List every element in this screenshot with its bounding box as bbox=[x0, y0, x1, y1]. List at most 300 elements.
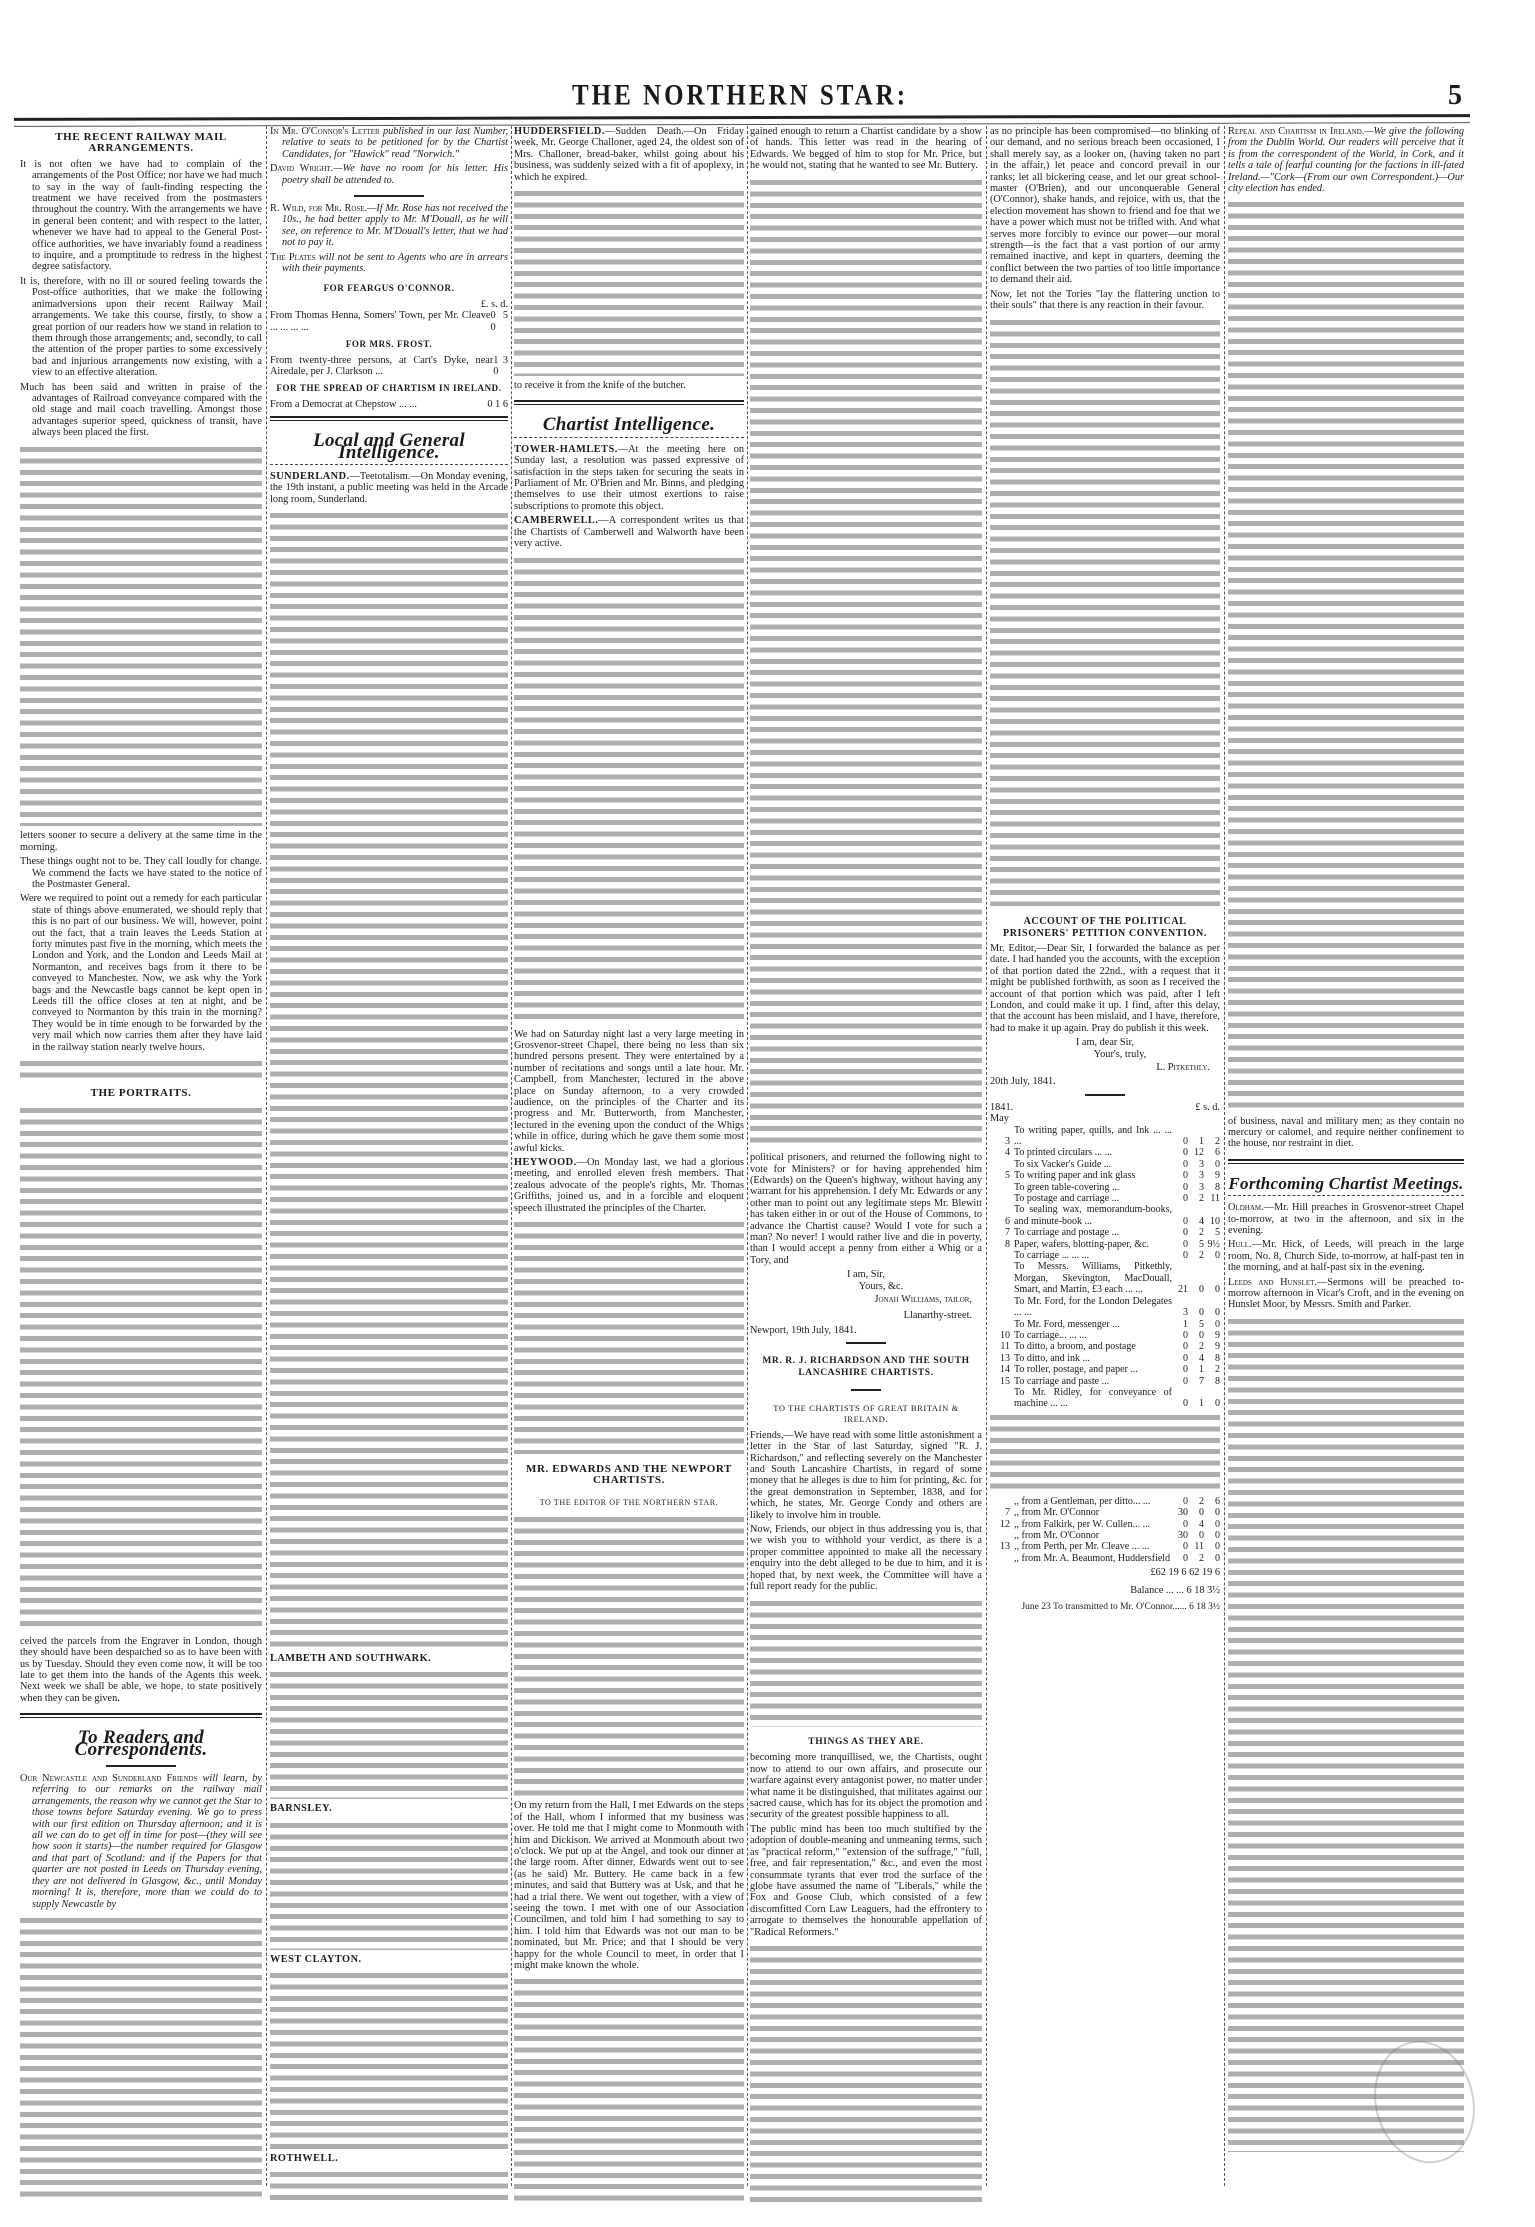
table-row bbox=[990, 1541, 1220, 1552]
article-paragraph: These things ought not to be. They call loudly for change. We commend the facts we have stated to the notice of the Postmaster General. bbox=[20, 856, 262, 890]
entry-shillings: 4 bbox=[1199, 1518, 1204, 1530]
entry-item: To Mr. Ford, for the London Delegates ... ... bbox=[1014, 1295, 1172, 1319]
entry-pounds: 21 bbox=[1178, 1284, 1188, 1296]
entry-item: To ditto, a broom, and postage bbox=[1014, 1341, 1136, 1353]
place-name: Hull. bbox=[1228, 1239, 1252, 1251]
entry-day bbox=[990, 1296, 1014, 1319]
column-divider bbox=[747, 126, 748, 2186]
entry-shillings: 1 bbox=[1199, 1136, 1204, 1147]
section-rule bbox=[20, 1713, 262, 1718]
readers-heading: To Readers and Correspondents. bbox=[74, 1727, 208, 1760]
entry-item: To ditto, and ink ... bbox=[1014, 1352, 1090, 1364]
letter-closing: I am, dear Sir, bbox=[1075, 1037, 1135, 1049]
entry-pounds: 0 bbox=[1183, 1170, 1188, 1182]
entry-pounds: 0 bbox=[1183, 1495, 1188, 1507]
entry-pence: 0 bbox=[1215, 1518, 1220, 1530]
entry-pounds: 0 bbox=[1183, 1341, 1188, 1353]
entry-item: To carriage... ... ... bbox=[1014, 1329, 1087, 1341]
table-month: May bbox=[990, 1113, 1009, 1125]
ornament-rule bbox=[106, 1765, 176, 1767]
text-filler bbox=[270, 510, 508, 1649]
entry-item: To Mr. Ford, messenger ... bbox=[1014, 1318, 1120, 1330]
letter-text: Friends,—We have read with some little astonishment a letter in the Star of last Saturday, signed "R. J. Richardson," and reflecting severely on the Manchester and South Lancashire Chartists, in regard of some money that he alleges is due to him for printing, &c. for the great demonstration in September, 1838, and for which, he states, Mr. George Condy and others are likely to involve him in trouble. bbox=[750, 1429, 982, 1521]
table-row bbox=[990, 1553, 1220, 1564]
article-paragraph: It is not often we have had to complain of the arrangements of the Post Office; nor have we had much to say in the way of fault-finding respecting the treatment we have received from the postmasters throughout the country. With the arrangements we have in general been content; and with respect to the latter, whenever we have had to appeal to the General Post-office authorities, we have invariably found a readiness to inquire, and a promptitude to redress in the highest degree satisfactory. bbox=[20, 158, 262, 273]
correspondent-notice bbox=[20, 1773, 262, 1910]
letter-closing: Yours, &c. bbox=[858, 1280, 904, 1292]
entry-pounds: 0 bbox=[1183, 1398, 1188, 1410]
place-name: CAMBERWELL. bbox=[514, 515, 599, 527]
notice bbox=[270, 163, 508, 186]
entry-pence: 9 bbox=[1215, 1170, 1220, 1182]
fund-heading: FOR FEARGUS O'CONNOR. bbox=[323, 283, 455, 294]
account-balance: Balance ... ... 6 18 3½ bbox=[1130, 1584, 1220, 1596]
article-paragraph: letters sooner to secure a delivery at the same time in the morning. bbox=[20, 830, 262, 853]
entry-pence: 9 bbox=[1215, 1341, 1220, 1353]
entry-pounds: 3 bbox=[1183, 1307, 1188, 1319]
entry-day: 14 bbox=[1000, 1364, 1010, 1376]
entry-item: To writing paper and ink glass bbox=[1014, 1170, 1136, 1182]
table-row bbox=[990, 1296, 1220, 1319]
place-name: Oldham. bbox=[1228, 1202, 1264, 1214]
table-row bbox=[990, 1182, 1220, 1193]
news-text: —On Monday last, we had a glorious meeting, and enrolled eleven fresh members. That zealous advocate of the people's rights, Mr. Thomas Griffiths, joined us, and in a forcible and eloquent speech illustrated the principles of the Charter. bbox=[514, 1157, 744, 1214]
entry-pounds: 1 bbox=[1183, 1318, 1188, 1330]
signer-address: Llanarthy-street. bbox=[903, 1310, 972, 1322]
entry-day: 5 bbox=[1005, 1170, 1010, 1182]
column-divider bbox=[1224, 126, 1225, 2186]
receipts-table bbox=[990, 1496, 1220, 1564]
entry-day: 15 bbox=[1000, 1375, 1010, 1387]
entry-item: ,, from a Gentleman, per ditto... ... bbox=[1014, 1495, 1151, 1507]
entry-shillings: 1 bbox=[1199, 1364, 1204, 1376]
fund-amount: 0 1 6 bbox=[487, 398, 508, 410]
entry-pence: 0 bbox=[1215, 1529, 1220, 1541]
news-item bbox=[1228, 126, 1464, 194]
entry-shillings: 1 bbox=[1199, 1398, 1204, 1410]
notice-lead: The Plates bbox=[270, 251, 316, 263]
entry-item: ,, from Mr. O'Connor bbox=[1014, 1529, 1100, 1541]
entry-day bbox=[990, 1193, 1014, 1204]
table-row bbox=[990, 1387, 1220, 1410]
table-row bbox=[990, 1530, 1220, 1541]
fund-item: From a Democrat at Chepstow ... ... bbox=[270, 398, 417, 410]
article-paragraph: ceived the parcels from the Engraver in London, though they should have been despatched so as to have been with us by Tuesday. Should they even come now, it will be too late to get them into the hands of the Agents this week. Next week we shall be able, we hope, to state positively when they can be given. bbox=[20, 1635, 262, 1704]
entry-day: 10 bbox=[1000, 1329, 1010, 1341]
news-item bbox=[514, 126, 744, 183]
entry-shillings: 2 bbox=[1199, 1250, 1204, 1262]
meeting-text: —Mr. Hill preaches in Grosvenor-street Chapel to-morrow, at two in the afternoon, and six in the evening. bbox=[1228, 1202, 1464, 1237]
news-text: —A correspondent writes us that the Chartists of Camberwell and Walworth have been very active. bbox=[514, 515, 744, 550]
portraits-heading: THE PORTRAITS. bbox=[90, 1087, 192, 1100]
notice-lead: R. Wild, for Mr. Rose. bbox=[270, 203, 368, 215]
meetings-heading: Forthcoming Chartist Meetings. bbox=[1228, 1173, 1464, 1193]
account-heading: ACCOUNT OF THE POLITICAL PRISONERS' PETITION CONVENTION. bbox=[1003, 916, 1207, 939]
entry-pence: 6 bbox=[1215, 1147, 1220, 1159]
entry-day: 4 bbox=[1005, 1147, 1010, 1159]
entry-pence: 0 bbox=[1215, 1307, 1220, 1319]
currency-header: £. s. d. bbox=[480, 298, 508, 310]
entry-day bbox=[990, 1250, 1014, 1261]
entry-pounds: 0 bbox=[1183, 1158, 1188, 1170]
letter-text: The public mind has been too much stultified by the adoption of double-meaning and unmeaning terms, such as "practical reform," "extension of the suffrage," "full, free, and fair representation," &c., and even the most consummate tyrants that ever trod the surface of the globe have assumed the name of "Liberals," while the Fox and Goose Club, which consisted of a few discomfitted Corn Law Leaguers, had the effrontery to arrogate to themselves the honourable appellation of "Radical Reformers." bbox=[750, 1823, 982, 1938]
letter-signature: L. Pitkethly. bbox=[1156, 1061, 1210, 1073]
notice-lead: David Wright. bbox=[270, 163, 334, 175]
news-text: —Teetotalism.—On Monday evening, the 19th instant, a public meeting was held in the Arcade long room, Sunderland. bbox=[270, 470, 508, 505]
table-row bbox=[990, 1170, 1220, 1181]
letter-signature: Jonah Williams, tailor, bbox=[874, 1293, 972, 1305]
notice-text: will learn, by referring to our remarks on the railway mail arrangements, the reason why we cannot get the Star to those towns before Saturday evening. We go to press with our first edition on Thursday afternoon; and it is all we can do to get off in time for post—(they will see how soon it starts)—the number required for Glasgow and that part of Scotland: and if the Papers for that quarter are not posted in Leeds on Thursday evening, they are not delivered in Glasgow, &c., until Monday morning! It is, therefore, more than we could do to supply Newcastle by bbox=[32, 1773, 262, 1910]
notice-text: —We have no room for his letter. His poetry shall be attended to. bbox=[282, 163, 508, 186]
meeting-item bbox=[1228, 1277, 1464, 1311]
entry-pence: 9½ bbox=[1207, 1238, 1220, 1250]
text-filler bbox=[514, 1976, 744, 2202]
entry-item: To carriage and postage ... bbox=[1014, 1227, 1120, 1239]
place-name: BARNSLEY. bbox=[270, 1803, 333, 1815]
entry-pence: 5 bbox=[1215, 1227, 1220, 1239]
meeting-item bbox=[1228, 1202, 1464, 1236]
table-year: 1841. bbox=[990, 1101, 1014, 1113]
item-lead: Repeal and Chartism in Ireland. bbox=[1228, 126, 1365, 137]
entry-pounds: 0 bbox=[1183, 1193, 1188, 1205]
entry-day bbox=[990, 1261, 1014, 1295]
account-totals: £62 19 6 62 19 6 bbox=[1150, 1567, 1220, 1579]
entry-item: To sealing wax, memorandum-books, and minute-book ... bbox=[1014, 1204, 1172, 1227]
entry-pounds: 0 bbox=[1183, 1227, 1188, 1239]
entry-pounds: 0 bbox=[1183, 1552, 1188, 1564]
dashed-rule bbox=[270, 464, 508, 465]
entry-pounds: 30 bbox=[1178, 1529, 1188, 1541]
table-row bbox=[990, 1330, 1220, 1341]
entry-day: 7 bbox=[1005, 1227, 1010, 1239]
entry-item: ,, from Mr. A. Beaumont, Huddersfield bbox=[1014, 1552, 1171, 1564]
entry-pounds: 0 bbox=[1183, 1364, 1188, 1376]
table-row bbox=[990, 1496, 1220, 1507]
meeting-item bbox=[1228, 1239, 1464, 1273]
section-rule bbox=[514, 400, 744, 405]
column-3 bbox=[514, 126, 744, 2206]
news-text: —We give the following from the Dublin World. Our readers will perceive that it is from the correspondent of the World, in Cork, and it tells a tale of fearful counting for the factions in ill-fated Ireland.—"Cork—(From our own Correspondent.)—Our city election has ended. bbox=[1228, 126, 1464, 195]
fund-item: From twenty-three persons, at Cart's Dyke, near Airedale, per J. Clarkson ... bbox=[270, 354, 494, 377]
richardson-heading: MR. R. J. RICHARDSON AND THE SOUTH LANCASHIRE CHARTISTS. bbox=[762, 1356, 970, 1378]
place-name: HEYWOOD. bbox=[514, 1157, 577, 1169]
entry-item: To Messrs. Williams, Pitkethly, Morgan, Skevington, MacDouall, Smart, and Martin, £3 each ... ... bbox=[1014, 1261, 1172, 1296]
table-row bbox=[990, 1159, 1220, 1170]
letter-text: as no principle has been compromised—no blinking of our demand, and no serious breach been occasioned, I shall merely say, as a looker on, (having taken no part in the affair,) let peace and concord prevail in our ranks; let all bickering cease, and let our great school-master (O'Brien), and our unconquerable General (O'Connor), shake hands, and rejoice, with us, that the election movement has shown to friend and foe that we have a power which must not be trifled with. And what serves more forcibly to evince our power—our moral strength—is the fact that a vast portion of our army remained inactive, and kept in quarters, deeming the conflict between the two parties of too little importance to demand their aid. bbox=[990, 126, 1220, 286]
table-row bbox=[990, 1319, 1220, 1330]
entry-shillings: 11 bbox=[1194, 1541, 1204, 1553]
table-row bbox=[990, 1519, 1220, 1530]
entry-shillings: 3 bbox=[1199, 1181, 1204, 1193]
place-name: Leeds and Hunslet. bbox=[1228, 1276, 1317, 1288]
column-1 bbox=[20, 126, 262, 2206]
entry-pounds: 0 bbox=[1183, 1147, 1188, 1159]
entry-pence: 0 bbox=[1215, 1541, 1220, 1553]
table-row bbox=[990, 1204, 1220, 1227]
entry-item: To postage and carriage ... bbox=[1014, 1193, 1120, 1205]
letter-text: becoming more tranquillised, we, the Chartists, ought now to attend to our own affairs, and prosecute our warfare against every antagonist power, no matter under what name it be distinguished, that militates against our sacred cause, which has for its object the promotion and security of the greatest possible happiness to all. bbox=[750, 1752, 982, 1821]
entry-day: 11 bbox=[1000, 1341, 1010, 1353]
news-text: to receive it from the knife of the butcher. bbox=[514, 380, 686, 392]
table-row bbox=[990, 1125, 1220, 1148]
text-filler bbox=[20, 1105, 262, 1631]
letter-text: Now, let not the Tories "lay the flattering unction to their souls" that there is any reaction in their favour. bbox=[990, 288, 1220, 312]
entry-pence: 0 bbox=[1215, 1398, 1220, 1410]
place-name: ROTHWELL. bbox=[270, 2153, 339, 2165]
entry-pence: 0 bbox=[1215, 1284, 1220, 1296]
text-filler bbox=[990, 1412, 1220, 1492]
table-header bbox=[990, 1102, 1220, 1113]
letter-text: gained enough to return a Chartist candidate by a show of hands. This letter was read in the hearing of Edwards. We begged of him to stop for Mr. Price, but he would not, stating that he wanted to see Mr. Buttery. bbox=[750, 126, 982, 172]
entry-day bbox=[990, 1182, 1014, 1193]
article-paragraph: It is, therefore, with no ill or soured feeling towards the Post-office authorities, that we make the following animadversions upon their recent Railway Mail arrangements. We take this course, firstly, to show a great portion of our readers how we stand in relation to them through those arrangements; and, secondly, to call the attention of the proper parties to some excessively bad and injurious arrangements now existing, with a view to an effective alteration. bbox=[20, 275, 262, 379]
place-name: SUNDERLAND. bbox=[270, 470, 350, 482]
entry-shillings: 4 bbox=[1199, 1352, 1204, 1364]
ornament-rule bbox=[851, 1389, 881, 1391]
entry-day: 13 bbox=[1000, 1352, 1010, 1364]
fund-amount: 0 5 0 bbox=[490, 310, 508, 333]
entry-shillings: 0 bbox=[1199, 1507, 1204, 1519]
letter-text: political prisoners, and returned the following night to vote for Ministers? or for having apprehended him (Edwards) on the Queen's highway, without having any warrant for his apprehension. I defy Mr. Edwards or any other man to point out any legitimate steps Mr. Blewitt has taken either in or out of the House of Commons, to advance the Chartist cause? Would I vote for such a man? No never! I would rather live and die in poverty, than I would accept a penny from either a Whig or a Tory, and bbox=[750, 1152, 982, 1266]
fund-entry bbox=[270, 310, 508, 333]
place-name: LAMBETH AND SOUTHWARK. bbox=[270, 1652, 432, 1664]
entry-shillings: 12 bbox=[1194, 1147, 1204, 1159]
table-row bbox=[990, 1147, 1220, 1158]
news-item bbox=[270, 471, 508, 505]
article-paragraph: Much has been said and written in praise of the advantages of Railroad conveyance compared with the old stage and mail coach travelling. Amongst those advantages superior speed, quickness of transit, have always been placed the first. bbox=[20, 381, 262, 439]
entry-shillings: 5 bbox=[1199, 1318, 1204, 1330]
text-filler bbox=[1228, 1316, 1464, 2152]
table-row bbox=[990, 1353, 1220, 1364]
entry-item: To carriage and paste ... bbox=[1014, 1375, 1110, 1387]
entry-pounds: 0 bbox=[1183, 1238, 1188, 1250]
masthead bbox=[0, 79, 1480, 112]
entry-pence: 6 bbox=[1215, 1495, 1220, 1507]
entry-pounds: 0 bbox=[1183, 1518, 1188, 1530]
richardson-subheading: TO THE CHARTISTS OF GREAT BRITAIN & IRELAND. bbox=[773, 1403, 959, 1425]
entry-shillings: 5 bbox=[1199, 1238, 1204, 1250]
column-divider bbox=[986, 126, 987, 2186]
entry-pence: 0 bbox=[1215, 1250, 1220, 1262]
ornament-rule bbox=[354, 195, 424, 197]
ornament-rule bbox=[846, 1342, 886, 1344]
entry-pence: 10 bbox=[1210, 1215, 1220, 1227]
table-row bbox=[990, 1341, 1220, 1352]
local-intelligence-heading: Local and General Intelligence. bbox=[313, 430, 465, 463]
entry-pounds: 0 bbox=[1183, 1541, 1188, 1553]
entry-pounds: 0 bbox=[1183, 1181, 1188, 1193]
column-divider bbox=[266, 126, 267, 2186]
text-filler bbox=[514, 1219, 744, 1454]
entry-pence: 9 bbox=[1215, 1329, 1220, 1341]
fund-entry bbox=[270, 399, 508, 410]
table-row bbox=[990, 1376, 1220, 1387]
news-item bbox=[514, 515, 744, 549]
text-filler bbox=[514, 1514, 744, 1796]
letter-text: Now, Friends, our object in thus addressing you is, that we wish you to withhold your verdict, as there is a proper committee appointed to make all the necessary enquiry into the debt alleged to be due to him, and it is hoped that, by next week, the Committee will have a full report ready for the public. bbox=[750, 1524, 982, 1593]
notice-text: will not be sent to Agents who are in arrears with their payments. bbox=[282, 251, 508, 275]
entry-pounds: 0 bbox=[1183, 1329, 1188, 1341]
edwards-heading: MR. EDWARDS AND THE NEWPORT CHARTISTS. bbox=[526, 1463, 732, 1487]
column-5 bbox=[990, 126, 1220, 2206]
entry-item: ,, from Falkirk, per W. Cullen... ... bbox=[1014, 1518, 1151, 1530]
blank-space bbox=[990, 1616, 1220, 2206]
notice bbox=[270, 252, 508, 275]
entry-day: 6 bbox=[1005, 1215, 1010, 1227]
fund-item: From Thomas Henna, Somers' Town, per Mr. Cleave ... ... ... ... bbox=[270, 310, 491, 333]
entry-day: 8 bbox=[1005, 1238, 1010, 1250]
place-name: HUDDERSFIELD. bbox=[514, 126, 605, 137]
fund-entry bbox=[270, 355, 508, 378]
entry-item: To green table-covering ... bbox=[1014, 1181, 1120, 1193]
table-row bbox=[990, 1193, 1220, 1204]
place-name: WEST CLAYTON. bbox=[270, 1953, 362, 1965]
railway-heading: THE RECENT RAILWAY MAIL ARRANGEMENTS. bbox=[55, 131, 227, 155]
table-row bbox=[990, 1250, 1220, 1261]
text-filler bbox=[1228, 199, 1464, 1111]
text-filler bbox=[270, 1669, 508, 1799]
table-row bbox=[990, 1507, 1220, 1518]
entry-pence: 8 bbox=[1215, 1375, 1220, 1387]
fund-heading: FOR THE SPREAD OF CHARTISM IN IRELAND. bbox=[276, 383, 502, 394]
entry-shillings: 2 bbox=[1199, 1552, 1204, 1564]
news-item bbox=[514, 444, 744, 512]
entry-shillings: 3 bbox=[1199, 1170, 1204, 1182]
article-paragraph: Were we required to point out a remedy for each particular state of things above enumerated, we should reply that this is no part of our business. We will, however, point out the fact, that a train leaves the Leeds Station at forty minutes past five in the morning, which meets the London and York, and the London and Leeds Mail at Normanton, and receives bags from it there to be conveyed to Manchester. Now, we ask why the York bags and the Newcastle bags cannot be kept open in Leeds till the office closes at ten at night, and be conveyed to Normanton by this train in the morning? They would be in time enough to be forwarded by the very mail which now carries them after they have laid in the railway station nearly twelve hours. bbox=[20, 893, 262, 1053]
entry-day bbox=[990, 1319, 1014, 1330]
column-2 bbox=[270, 126, 508, 2206]
text-filler bbox=[514, 555, 744, 1025]
fund-heading: FOR MRS. FROST. bbox=[345, 339, 433, 350]
news-item bbox=[514, 1157, 744, 1214]
entry-item: To writing paper, quills, and Ink ... ... ... bbox=[1014, 1124, 1172, 1147]
entry-day bbox=[990, 1159, 1014, 1170]
entry-pounds: 0 bbox=[1183, 1352, 1188, 1364]
entry-pence: 8 bbox=[1215, 1352, 1220, 1364]
entry-shillings: 2 bbox=[1199, 1341, 1204, 1353]
text-filler bbox=[20, 1915, 262, 2202]
entry-day bbox=[990, 1387, 1014, 1410]
letter-date: 20th July, 1841. bbox=[990, 1076, 1056, 1088]
meeting-text: —Mr. Hick, of Leeds, will preach in the large room, No. 8, Church Side, to-morrow, at half-past ten in the morning, and at half-past six in the evening. bbox=[1228, 1239, 1464, 1274]
letter-closing: I am, Sir, bbox=[847, 1269, 885, 1281]
entry-pence: 0 bbox=[1215, 1318, 1220, 1330]
section-rule bbox=[270, 416, 508, 421]
entry-pence: 0 bbox=[1215, 1507, 1220, 1519]
entry-pence: 11 bbox=[1210, 1193, 1220, 1205]
text-filler bbox=[270, 2169, 508, 2202]
text-filler bbox=[20, 1058, 262, 1078]
entry-pounds: 0 bbox=[1183, 1215, 1188, 1227]
ornament-rule bbox=[1085, 1094, 1125, 1096]
masthead-rule bbox=[14, 114, 1470, 127]
news-text: —Sudden Death.—On Friday week, Mr. George Challoner, aged 24, the oldest son of Mrs. Challoner, bread-baker, whilst going about his business, was suddenly seized with a fit of apoplexy, in which he expired. bbox=[514, 126, 744, 183]
entry-shillings: 2 bbox=[1199, 1227, 1204, 1239]
entry-day bbox=[990, 1496, 1014, 1507]
table-row bbox=[990, 1364, 1220, 1375]
entry-pence: 8 bbox=[1215, 1181, 1220, 1193]
text-filler bbox=[750, 1943, 982, 2202]
section-rule bbox=[1228, 1159, 1464, 1164]
entry-day bbox=[990, 1553, 1014, 1564]
entry-pounds: 0 bbox=[1183, 1250, 1188, 1262]
entry-day: 7 bbox=[1005, 1507, 1010, 1519]
notice bbox=[270, 203, 508, 249]
column-4 bbox=[750, 126, 982, 2206]
entry-day: 13 bbox=[1000, 1541, 1010, 1553]
entry-item: To printed circulars ... ... bbox=[1014, 1147, 1113, 1159]
text-filler bbox=[750, 1598, 982, 1728]
dashed-rule bbox=[1228, 1195, 1464, 1196]
text-filler bbox=[270, 1970, 508, 2149]
entry-item: ,, from Mr. O'Connor bbox=[1014, 1507, 1100, 1519]
entry-item: To roller, postage, and paper ... bbox=[1014, 1364, 1138, 1376]
expenses-table bbox=[990, 1125, 1220, 1410]
account-transmitted: June 23 To transmitted to Mr. O'Connor...... 6 18 3½ bbox=[1021, 1602, 1220, 1612]
entry-shillings: 0 bbox=[1199, 1529, 1204, 1541]
letter-text: Mr. Editor,—Dear Sir, I forwarded the balance as per date. I had handed you the accounts, with the exception of that portion dated the 22nd., with a request that it might be published forthwith, as soon as I received the account of that portion which was paid, after I left London, and could make it up. I find, after this delay, that the account has been mislaid, and I have, therefore, had to make it up again. Pray do publish it this week. bbox=[990, 942, 1220, 1034]
table-row bbox=[990, 1261, 1220, 1295]
entry-shillings: 0 bbox=[1199, 1329, 1204, 1341]
entry-shillings: 3 bbox=[1199, 1158, 1204, 1170]
entry-shillings: 0 bbox=[1199, 1307, 1204, 1319]
entry-item: Paper, wafers, blotting-paper, &c. bbox=[1014, 1238, 1149, 1250]
place-name: TOWER-HAMLETS. bbox=[514, 443, 618, 455]
column-6 bbox=[1228, 126, 1464, 2206]
dateline: Newport, 19th July, 1841. bbox=[750, 1324, 857, 1336]
entry-shillings: 2 bbox=[1199, 1193, 1204, 1205]
news-text: —At the meeting here on Sunday last, a resolution was passed expressive of satisfaction in the steps taken for securing the seats in Parliament of Mr. O'Brien and Mr. Binns, and pledging themselves to use their utmost exertions to raise subscriptions to promote this object. bbox=[514, 443, 744, 512]
chartist-intelligence-heading: Chartist Intelligence. bbox=[542, 414, 716, 436]
text-filler bbox=[990, 317, 1220, 907]
notice-text: published in our last Number, relative to seats to be petitioned for by the Chartist Candidates, for "Hawick" read "Norwich." bbox=[282, 126, 508, 160]
text-filler bbox=[750, 177, 982, 1148]
edwards-subheading: TO THE EDITOR OF THE NORTHERN STAR. bbox=[539, 1497, 719, 1507]
entry-shillings: 7 bbox=[1199, 1375, 1204, 1387]
entry-item: To carriage ... ... ... bbox=[1014, 1250, 1090, 1262]
table-row bbox=[990, 1227, 1220, 1238]
entry-day: 12 bbox=[1000, 1518, 1010, 1530]
meeting-text: —Sermons will be preached to-morrow afternoon in Vicar's Croft, and in the evening on Hunslet Moor, by Messrs. Smith and Parker. bbox=[1228, 1276, 1464, 1311]
entry-pounds: 30 bbox=[1178, 1507, 1188, 1519]
notice-lead: In Mr. O'Connor's Letter bbox=[270, 126, 380, 137]
newspaper-title: THE NORTHERN STAR: bbox=[571, 79, 909, 112]
dashed-rule bbox=[514, 437, 744, 438]
entry-pence: 0 bbox=[1215, 1552, 1220, 1564]
entry-shillings: 2 bbox=[1199, 1495, 1204, 1507]
column-divider bbox=[511, 126, 512, 2186]
entry-shillings: 0 bbox=[1199, 1284, 1204, 1296]
entry-shillings: 4 bbox=[1199, 1215, 1204, 1227]
text-filler bbox=[20, 444, 262, 827]
notice-text: —If Mr. Rose has not received the 10s., he had better apply to Mr. M'Douall, as he will see, on reference to Mr. M'Douall's letter, that we had not to pay it. bbox=[282, 203, 508, 249]
notice-lead: Our Newcastle and Sunderland Friends bbox=[20, 1773, 198, 1785]
entry-item: To six Vacker's Guide ... bbox=[1014, 1158, 1112, 1170]
entry-day: 3 bbox=[1005, 1136, 1010, 1147]
table-row bbox=[990, 1239, 1220, 1250]
entry-day bbox=[990, 1530, 1014, 1541]
entry-pounds: 0 bbox=[1183, 1136, 1188, 1147]
currency-header: £ s. d. bbox=[1195, 1101, 1220, 1113]
letter-text: On my return from the Hall, I met Edwards on the steps of the Hall, whom I informed that my business was over. He told me that I might come to Monmouth with him and Dickison. We arrived at Monmouth about two o'clock. We put up at the Angel, and took our dinner at the large room. After dinner, Edwards went out to see (as he said) Mr. Buttery. He came back in a few minutes, and said that Buttery was at Usk, and that he had a trial there. We went out together, with a view of seeing the town. I met with one of our Association Councilmen, and told him I had something to say to him. I told him that Edwards was not our man to be nominated, but Mr. Price; and that I should be very happy for the whole Council to meet, in order that I might make known the whole. bbox=[514, 1800, 744, 1971]
advert-text: of business, naval and military men; as they contain no mercury or calomel, and require neither confinement to the house, nor restraint in diet. bbox=[1228, 1115, 1464, 1150]
entry-item: To Mr. Ridley, for conveyance of machine ... ... bbox=[1014, 1386, 1172, 1410]
notice bbox=[270, 126, 508, 160]
things-heading: THINGS AS THEY ARE. bbox=[808, 1737, 924, 1748]
text-filler bbox=[514, 188, 744, 376]
page-number: 5 bbox=[1448, 80, 1462, 111]
text-filler bbox=[270, 1820, 508, 1950]
